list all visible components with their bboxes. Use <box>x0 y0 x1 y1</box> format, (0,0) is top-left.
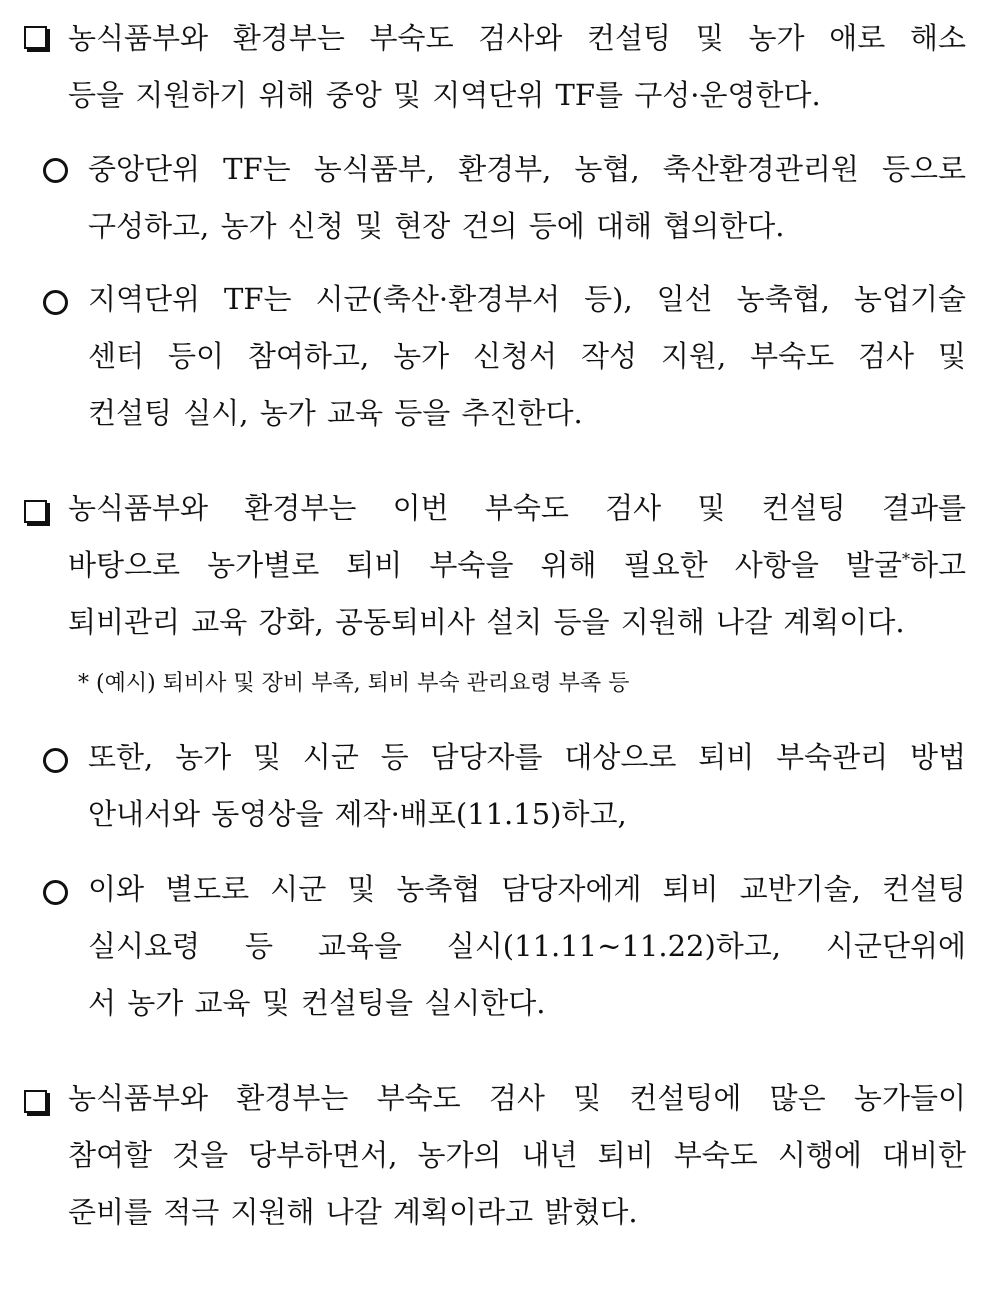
hollow-circle-icon <box>43 290 68 315</box>
section-3-paragraph <box>68 1070 966 1241</box>
section-2-line-3: 퇴비관리 교육 강화, 공동퇴비사 설치 등을 지원해 나갈 계획이다. <box>68 605 905 639</box>
section-1-bullet-2-line-2: 센터 등이 참여하고, 농가 신청서 작성 지원, 부숙도 검사 및 <box>88 339 966 373</box>
section-1-line-1: 농식품부와 환경부는 부숙도 검사와 컨설팅 및 농가 애로 해소 <box>68 21 966 55</box>
section-1-bullet-1-line-2: 구성하고, 농가 신청 및 현장 건의 등에 대해 협의한다. <box>88 209 785 243</box>
section-2-bullet-1-line-2: 안내서와 동영상을 제작·배포(11.15)하고, <box>88 797 627 831</box>
section-2-line-1: 농식품부와 환경부는 이번 부숙도 검사 및 컨설팅 결과를 <box>68 491 966 525</box>
section-1-bullet-2-line-1: 지역단위 TF는 시군(축산·환경부서 등), 일선 농축협, 농업기술 <box>88 282 966 316</box>
section-2-line-2 <box>68 537 966 594</box>
section-2-line-2-tail: 하고 <box>909 548 966 582</box>
section-2-bullet-2-line-1: 이와 별도로 시군 및 농축협 담당자에게 퇴비 교반기술, 컨설팅 <box>88 872 966 906</box>
square-checkbox-icon <box>24 500 47 523</box>
footnote-marker: * <box>901 549 910 569</box>
section-1-bullet-2 <box>88 271 966 442</box>
section-1-line-2: 등을 지원하기 위해 중앙 및 지역단위 TF를 구성·운영한다. <box>68 78 821 112</box>
section-2-line-2-text: 바탕으로 농가별로 퇴비 부숙을 위해 필요한 사항을 발굴 <box>68 548 902 582</box>
section-2-bullet-2 <box>88 861 966 1032</box>
section-1-paragraph <box>68 10 966 124</box>
section-2-bullet-2-line-2: 실시요령 등 교육을 실시(11.11~11.22)하고, 시군단위에 <box>88 929 966 963</box>
section-2-paragraph <box>68 480 966 651</box>
hollow-circle-icon <box>43 880 68 905</box>
section-3-line-2: 참여할 것을 당부하면서, 농가의 내년 퇴비 부숙도 시행에 대비한 <box>68 1138 966 1172</box>
section-3-line-1: 농식품부와 환경부는 부숙도 검사 및 컨설팅에 많은 농가들이 <box>68 1081 966 1115</box>
square-checkbox-icon <box>24 26 47 49</box>
section-2-bullet-1-line-1: 또한, 농가 및 시군 등 담당자를 대상으로 퇴비 부숙관리 방법 <box>88 740 966 774</box>
footnote: * (예시) 퇴비사 및 장비 부족, 퇴비 부숙 관리요령 부족 등 <box>78 671 630 696</box>
section-2-bullet-1 <box>88 729 966 843</box>
hollow-circle-icon <box>43 158 68 183</box>
square-checkbox-icon <box>24 1090 47 1113</box>
section-1-bullet-1 <box>88 141 966 255</box>
section-1-bullet-1-line-1: 중앙단위 TF는 농식품부, 환경부, 농협, 축산환경관리원 등으로 <box>88 152 966 186</box>
section-2-bullet-2-line-3: 서 농가 교육 및 컨설팅을 실시한다. <box>88 986 546 1020</box>
section-1-bullet-2-line-3: 컨설팅 실시, 농가 교육 등을 추진한다. <box>88 396 583 430</box>
hollow-circle-icon <box>43 748 68 773</box>
section-3-line-3: 준비를 적극 지원해 나갈 계획이라고 밝혔다. <box>68 1195 638 1229</box>
